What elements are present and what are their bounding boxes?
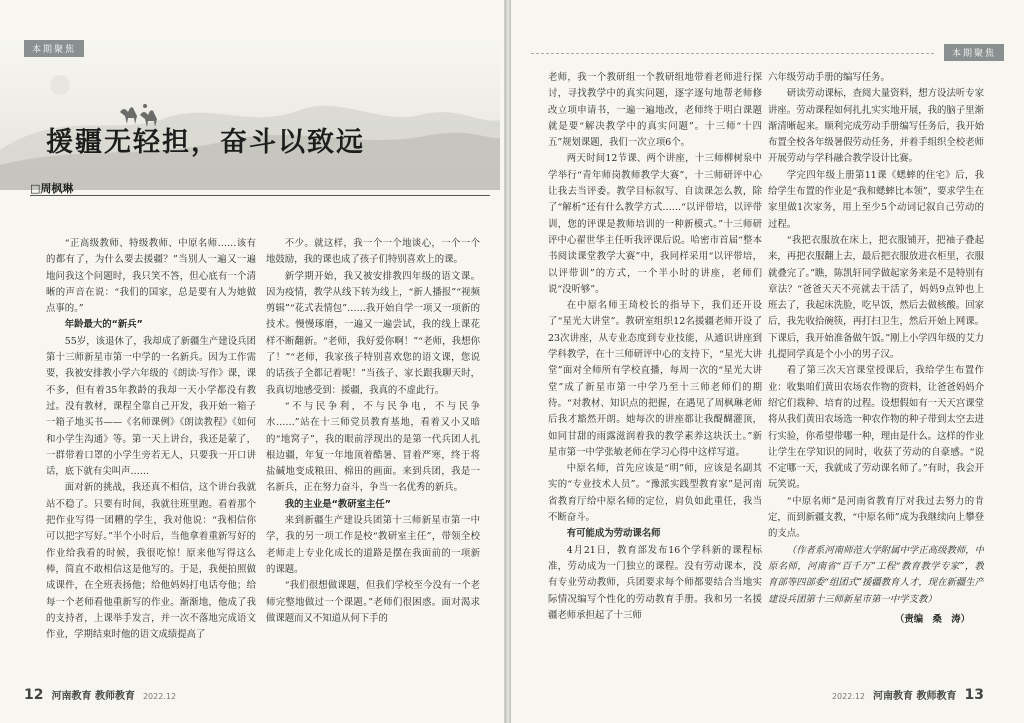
right-column-1 xyxy=(548,70,762,678)
section-tag: 本期聚焦 xyxy=(944,44,1004,61)
section-heading: 有可能成为劳动课名师 xyxy=(566,528,661,540)
editor-credit: （责编 桑 涛） xyxy=(894,613,970,625)
paragraph: “不与民争利，不与民争电，不与民争水……”站在十三师党员教育基地，看着又小又暗的“地窝子”，我的眼前浮现出的是第一代兵团人扎根边疆，年复一年地顶着酷暑、冒着严寒，终于将盐碱地变成粮田、棉田的画面。来到兵团，我是一名新兵，正在努力奋斗，争当一名优秀的新兵。 xyxy=(266,400,480,494)
right-column-2 xyxy=(768,70,984,678)
page-number: 12 xyxy=(24,687,44,703)
paragraph: 新学期开始，我又被安排教四年级的语文课。因为疫情，教学从线下转为线上，“新人播报”“视频剪辑”“花式表情包”……我开始自学一项又一项新的技术。慢慢琢磨，一遍又一遍尝试，我的线上课花样不断翻新。“老师，我好爱你啊！”“老师，我想你了！”“老师，我家孩子特别喜欢您的语文课，您说的话孩子全都记着呢！”当孩子、家长跟我聊天时，我真切地感受到：援疆，我真的不虚此行。 xyxy=(266,270,480,396)
magazine-name: 河南教育 教师教育 xyxy=(873,691,957,702)
issue-date: 2022.12 xyxy=(831,692,866,701)
section-tag: 本期聚焦 xyxy=(24,40,84,57)
magazine-name: 河南教育 教师教育 xyxy=(51,691,135,702)
header-rule xyxy=(531,53,934,54)
issue-date: 2022.12 xyxy=(142,692,177,701)
paragraph: 55岁，该退休了，我却成了新疆生产建设兵团第十三师新星市第一中学的一名新兵。因为工作需要，我被安排教小学六年级的《朗读·写作》课，课不多，但有着35年教龄的我却一天小学都没有教过。没有教材，课程全靠自己开发，我开始一箱子一箱子地买书——《名师课例》《朗读教程》《如何和小学生沟通》等。第一天上讲台，我还是蒙了，一群带着口罩的小学生旁若无人，只要我一开口讲话，底下就有尖叫声…… xyxy=(46,335,256,478)
paragraph: 4月21日，教育部发布16个学科新的课程标准，劳动成为一门独立的课程。没有劳动课本，没有专业劳动教师，兵团要求每个师都要结合当地实际情况编写个性化的劳动教育手册。我和另一名援疆老师承担起了十三师 xyxy=(548,544,762,621)
author-note: （作者系河南师范大学附属中学正高级教师，中原名师，河南省“百千万”工程“教育教学专家”，教育部等四部委“组团式”援疆教育人才，现在新疆生产建设兵团第十三师新星市第一中学支教） xyxy=(768,544,984,605)
paragraph: 在中原名师王琦校长的指导下，我们还开设了“星光大讲堂”。教研室组织12名援疆老师开设了23次讲座，从专业态度到专业技能，从通识讲座到学科教学，在十三师研评中心的支持下，“星光大讲堂”面对全师所有学校直播，每周一次的“星光大讲堂”成了新星市第一中学乃至十三师老师们的期待。“对教材、知识点的把握，在遇见了周枫琳老师后我才豁然开朗。她每次的讲座都让我醍醐灌顶，如同甘甜的雨露滋润着我的教学素养这块沃土。”新星市第一中学张敏老师在学习心得中这样写道。 xyxy=(548,300,762,458)
article-title: 援疆无轻担，奋斗以致远 xyxy=(46,127,365,158)
section-heading: 我的主业是“教研室主任” xyxy=(284,498,391,510)
author-bar xyxy=(30,180,490,196)
paragraph: 研读劳动课标，查阅大量资料，想方设法听专家讲座。劳动课程如何扎扎实实地开展，我的脑子里渐渐清晰起来。顺利完成劳动手册编写任务后，我开始布置全校各年级暑假劳动任务，并着手组织全校老师开展劳动与学科融合教学设计比赛。 xyxy=(768,88,984,165)
paragraph: 看了第三次天宫课堂授课后，我给学生布置作业：收集咱们黄田农场农作物的资料，让爸爸妈妈介绍它们栽种、培育的过程。设想假如有一天天宫课堂将从我们黄田农场选一种农作物的种子带到太空去进行实验，你希望带哪一种，理由是什么。这样的作业让学生在学知识的同时，收获了劳动的自豪感。“说不定哪一天，我就成了劳动课名师了。”有时，我会开玩笑说。 xyxy=(768,365,984,491)
paragraph: 面对新的挑战，我还真不相信，这个讲台我就站不稳了。只要有时间，我就往班里跑。看着那个把作业写得一团糟的学生，我对他说：“我相信你可以把字写好。”半个小时后，当他拿着重新写好的作业给我看的时候，我很吃惊！原来他写得这么棒，简直不敢相信这是他写的。于是，我便拍照做成课件，在全班表扬他；给他妈妈打电话夸他；给每一个老师看他重新写的作业。渐渐地，他成了我的支持者，上课举手发言，并一次不落地完成语文作业，学期结束时他的语文成绩提高了 xyxy=(46,482,256,641)
left-column-1 xyxy=(46,236,256,676)
paragraph: 学完四年级上册第11课《蟋蟀的住宅》后，我给学生布置的作业是“我和蟋蟀比本领”，要求学生在家里做1次家务，用上至少5个动词记叙自己劳动的过程。 xyxy=(768,169,984,230)
section-heading: 年龄最大的“新兵” xyxy=(64,319,143,331)
paragraph: “中原名师”是河南省教育厅对我过去努力的肯定，而到新疆支教，“中原名师”成为我继续向上攀登的支点。 xyxy=(768,495,984,540)
desert-landscape-illustration xyxy=(0,40,500,190)
paragraph: “正高级教师、特级教师、中原名师……该有的都有了，为什么要去援疆？”当别人一遍又一遍地问我这个问题时，我只笑不答，但心底有一个清晰的声音在说：“我们的国家，总是要有人为她做点事的。” xyxy=(46,238,256,315)
paragraph: “我们很想做课题，但我们学校至今没有一个老师完整地做过一个课题。”老师们很困惑。面对渴求做课题而又不知道从何下手的 xyxy=(266,580,480,624)
left-column-2 xyxy=(266,236,480,676)
paragraph: 来到新疆生产建设兵团第十三师新星市第一中学，我的另一项工作是校“教研室主任”，带领全校老师走上专业化成长的道路是摆在我面前的一项新的课题。 xyxy=(266,515,480,575)
paragraph: “我把衣服放在床上，把衣服铺开，把袖子叠起来，再把衣服翻上去，最后把衣服放进衣柜里，衣服就叠完了。”瞧，陈凯轩同学做起家务来是不是特别有章法？“爸爸天天不亮就去干活了，妈妈9点钟也上班去了，我起床洗脸，吃早饭，然后去做核酸。回家后，我先收拾碗筷，再打扫卫生，然后开始上网课。下课后，我开始准备做午饭。”刚上小学四年级的艾力扎提同学真是个小小的男子汉。 xyxy=(768,234,984,361)
paragraph: 六年级劳动手册的编写任务。 xyxy=(768,72,890,83)
paragraph: 中原名师，首先应该是“明”师，应该是名副其实的“专业技术人员”。“豫派实践型教育家”是河南省教育厅给中原名师的定位，肩负如此重任，我当不断奋斗。 xyxy=(548,463,762,524)
page-number: 13 xyxy=(964,687,984,703)
right-page xyxy=(511,0,1024,723)
paragraph: 两天时间12节课、两个讲座，十三师柳树泉中学举行“青年师岗教师教学大赛”，十三师研评中心让我去当评委。教学目标叙写、自读课怎么教，除了“解析”还有什么教学方式……“以评带培，以评带训，您的评课是教师培训的一种新模式。”十三师研评中心翟世华主任听我评课后说。哈密市首届“整本书阅读课堂教学大赛”中，我同样采用“以评带培，以评带训”的方式，一个半小时的讲座，老师们说“没听够”。 xyxy=(548,153,762,295)
paragraph: 老师，我一个教研组一个教研组地带着老师进行探讨，寻找教学中的真实问题，逐字逐句地帮老师修改立项申请书，一遍一遍地改，老师终于明白课题就是要“解决教学中的真实问题”。十三师“十四五”规划课题，我们一次立项6个。 xyxy=(548,72,762,149)
left-footer xyxy=(24,687,176,703)
paragraph: 不少。就这样，我一个一个地谈心，一个一个地鼓励，我的课也成了孩子们特别喜欢上的课。 xyxy=(266,238,480,266)
right-footer xyxy=(832,687,984,703)
left-page xyxy=(0,0,505,723)
author-name: □周枫琳 xyxy=(30,182,74,195)
